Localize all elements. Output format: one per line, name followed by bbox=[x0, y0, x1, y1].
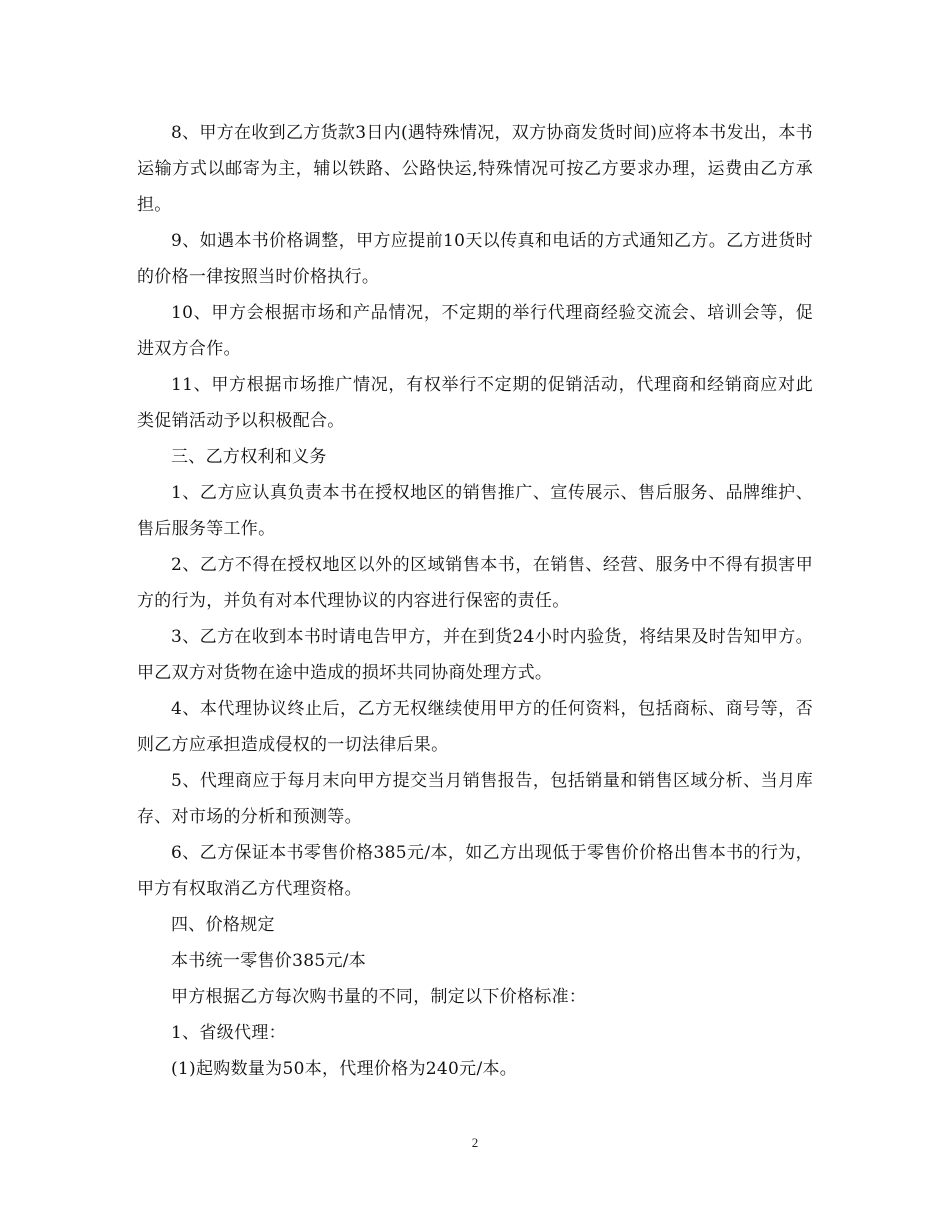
section-heading-pricing: 四、价格规定 bbox=[171, 915, 275, 935]
paragraph-clause-10: 10、甲方会根据市场和产品情况，不定期的举行代理商经验交流会、培训会等，促进双方合作。 bbox=[137, 303, 813, 359]
paragraph-b-clause-6: 6、乙方保证本书零售价格385元/本，如乙方出现低于零售价价格出售本书的行为，甲方有权取消乙方代理资格。 bbox=[137, 843, 813, 899]
paragraph-price-standard-intro: 甲方根据乙方每次购书量的不同，制定以下价格标准： bbox=[171, 987, 587, 1007]
page-number: 2 bbox=[471, 1135, 479, 1150]
document-body bbox=[137, 115, 813, 1087]
paragraph-provincial-agent: 1、省级代理： bbox=[171, 1023, 286, 1043]
paragraph-b-clause-1: 1、乙方应认真负责本书在授权地区的销售推广、宣传展示、售后服务、品牌维护、售后服务等工作。 bbox=[137, 483, 813, 539]
paragraph-min-purchase: (1)起购数量为50本，代理价格为240元/本。 bbox=[171, 1059, 518, 1079]
paragraph-clause-9: 9、如遇本书价格调整，甲方应提前10天以传真和电话的方式通知乙方。乙方进货时的价格一律按照当时价格执行。 bbox=[137, 231, 813, 287]
paragraph-b-clause-3: 3、乙方在收到本书时请电告甲方，并在到货24小时内验货，将结果及时告知甲方。甲乙双方对货物在途中造成的损坏共同协商处理方式。 bbox=[137, 627, 813, 683]
paragraph-b-clause-5: 5、代理商应于每月末向甲方提交当月销售报告，包括销量和销售区域分析、当月库存、对市场的分析和预测等。 bbox=[137, 771, 813, 827]
paragraph-clause-8: 8、甲方在收到乙方货款3日内(遇特殊情况，双方协商发货时间)应将本书发出，本书运输方式以邮寄为主，辅以铁路、公路快运,特殊情况可按乙方要求办理，运费由乙方承担。 bbox=[137, 123, 813, 215]
paragraph-clause-11: 11、甲方根据市场推广情况，有权举行不定期的促销活动，代理商和经销商应对此类促销活动予以积极配合。 bbox=[137, 375, 813, 431]
paragraph-retail-price: 本书统一零售价385元/本 bbox=[171, 951, 367, 971]
section-heading-party-b-rights: 三、乙方权利和义务 bbox=[171, 447, 327, 467]
paragraph-b-clause-4: 4、本代理协议终止后，乙方无权继续使用甲方的任何资料，包括商标、商号等，否则乙方应承担造成侵权的一切法律后果。 bbox=[137, 699, 813, 755]
paragraph-b-clause-2: 2、乙方不得在授权地区以外的区域销售本书，在销售、经营、服务中不得有损害甲方的行为，并负有对本代理协议的内容进行保密的责任。 bbox=[137, 555, 813, 611]
